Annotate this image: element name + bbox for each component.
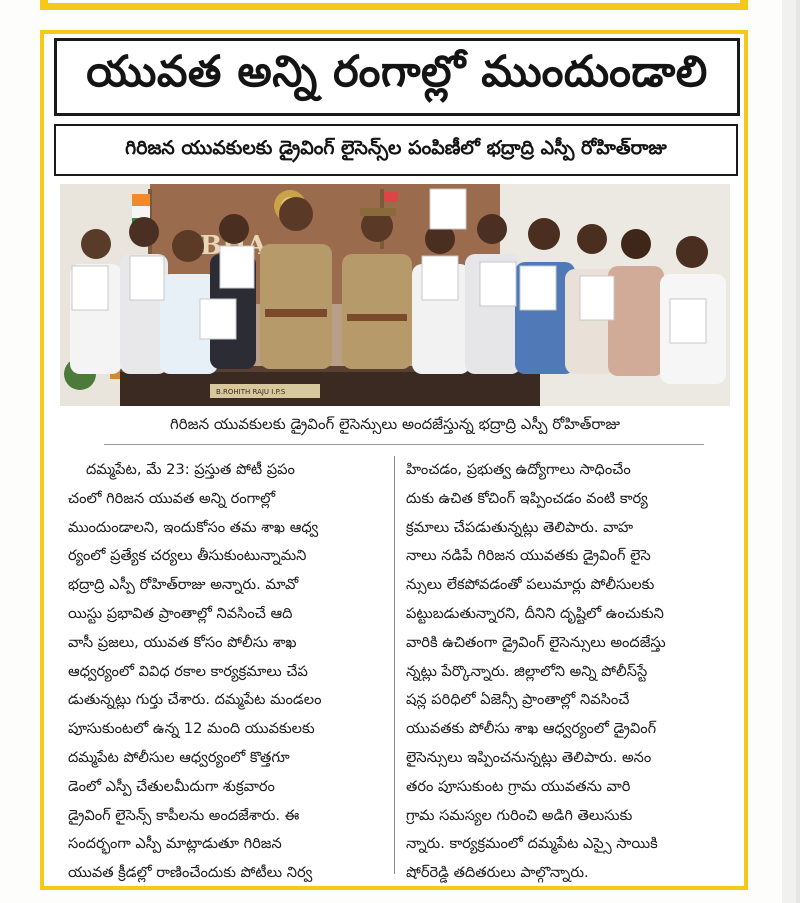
column-divider	[394, 456, 395, 874]
article-line: లైసెన్సులు ఇప్పించనున్నట్లు తెలిపారు. అనం	[406, 748, 652, 766]
adjacent-page-edge	[796, 0, 800, 903]
article-line: వాసీ ప్రజలు, యువత కోసం పోలీసు శాఖ	[68, 633, 297, 651]
article-line: దమ్మపేట, మే 23: ప్రస్తుత పోటీ ప్రపం	[86, 461, 295, 478]
article-line: న్నట్లు పేర్కొన్నారు. జిల్లాలోని అన్ని పోలీస్‌స్టే	[406, 662, 648, 680]
article-line: పూసుకుంటలో ఉన్న 12 మంది యువకులకు	[68, 720, 315, 738]
article-line: హించడం, ప్రభుత్వ ఉద్యోగాలు సాధించేం	[406, 461, 631, 478]
article-line: పట్టుబడుతున్నారని, దీనిని దృష్టిలో ఉంచుకుని	[406, 604, 664, 622]
subheadline: గిరిజన యువకులకు డ్రైవింగ్ లైసెన్స్‌ల పంపిణీలో భద్రాద్రి ఎస్పీ రోహిత్‌రాజు	[54, 124, 738, 176]
news-photo	[60, 184, 730, 406]
headline: యువత అన్ని రంగాల్లో ముందుండాలి	[54, 38, 740, 116]
photo-illustration	[60, 184, 730, 406]
article-line: న్నారు. కార్యక్రమంలో దమ్మపేట ఎస్సై సాయికి	[406, 835, 658, 853]
article-line: డుతున్నట్లు గుర్తు చేశారు. దమ్మపేట మండలం	[68, 691, 322, 709]
article-line: గ్రామ సమస్యల గురించి అడిగి తెలుసుకు	[406, 806, 633, 824]
article-line: యువత క్రీడల్లో రాణించేందుకు పోటీలు నిర్వ	[68, 864, 313, 882]
article-line: ముందుండాలని, ఇందుకోసం తమ శాఖ ఆధ్వ	[68, 518, 319, 536]
article-line: షోర్‌రెడ్డి తదితరులు పాల్గొన్నారు.	[406, 864, 589, 882]
article-line: డెంలో ఎస్పీ చేతులమీదుగా శుక్రవారం	[68, 777, 275, 795]
article-line: దమ్మపేట పోలీసుల ఆధ్వర్యంలో కొత్తగూ	[68, 748, 290, 766]
article-line: దుకు ఉచిత కోచింగ్ ఇప్పించడం వంటి కార్య	[406, 489, 648, 507]
article-line: వారికి ఉచితంగా డ్రైవింగ్ లైసెన్సులు అందజేస్తు	[406, 633, 666, 651]
article-line: క్రమాలు చేపడుతున్నట్లు తెలిపారు. వాహ	[406, 518, 634, 536]
article-line: న్సులు లేకపోవడంతో పలుమార్లు పోలీసులకు	[406, 576, 655, 594]
photo-caption: గిరిజన యువకులకు డ్రైవింగ్ లైసెన్సులు అందజేస్తున్న భద్రాద్రి ఎస్పీ రోహిత్‌రాజు	[169, 415, 620, 433]
article-line: యువతకు పోలీసు శాఖ ఆధ్వర్యంలో డ్రైవింగ్	[406, 720, 657, 738]
article-body	[68, 456, 728, 882]
article-column-right	[406, 456, 722, 888]
article-line: యిస్టు ప్రభావిత ప్రాంతాల్లో నివసించే ఆది	[68, 604, 293, 622]
article-line: నాలు నడిపే గిరిజన యువతకు డ్రైవింగ్ లైసె	[406, 547, 651, 565]
article-line: ఆధ్వర్యంలో వివిధ రకాల కార్యక్రమాలు చేప	[68, 662, 308, 680]
article-line: డ్రైవింగ్ లైసెన్స్ కాపీలను అందజేశారు. ఈ	[68, 806, 300, 824]
article-line: ర్యంలో ప్రత్యేక చర్యలు తీసుకుంటున్నామని	[68, 547, 307, 565]
top-rule-highlight	[48, 0, 740, 3]
article-line: తరం పూసుకుంట గ్రామ యువతను వారి	[406, 777, 631, 795]
article-line: భద్రాద్రి ఎస్పీ రోహిత్‌రాజు అన్నారు. మావో	[68, 576, 299, 594]
caption-divider	[104, 444, 704, 445]
article-frame	[40, 30, 748, 890]
article-column-left	[68, 456, 384, 888]
article-line: సందర్భంగా ఎస్పీ మాట్లాడుతూ గిరిజన	[68, 835, 282, 853]
article-line: షన్ల పరిధిలో ఏజెన్సీ ప్రాంతాల్లో నివసించే	[406, 691, 630, 709]
article-line: చంలో గిరిజన యువత అన్ని రంగాల్లో	[68, 489, 276, 507]
nameplate-text: B.ROHITH RAJU I.P.S	[216, 388, 286, 396]
